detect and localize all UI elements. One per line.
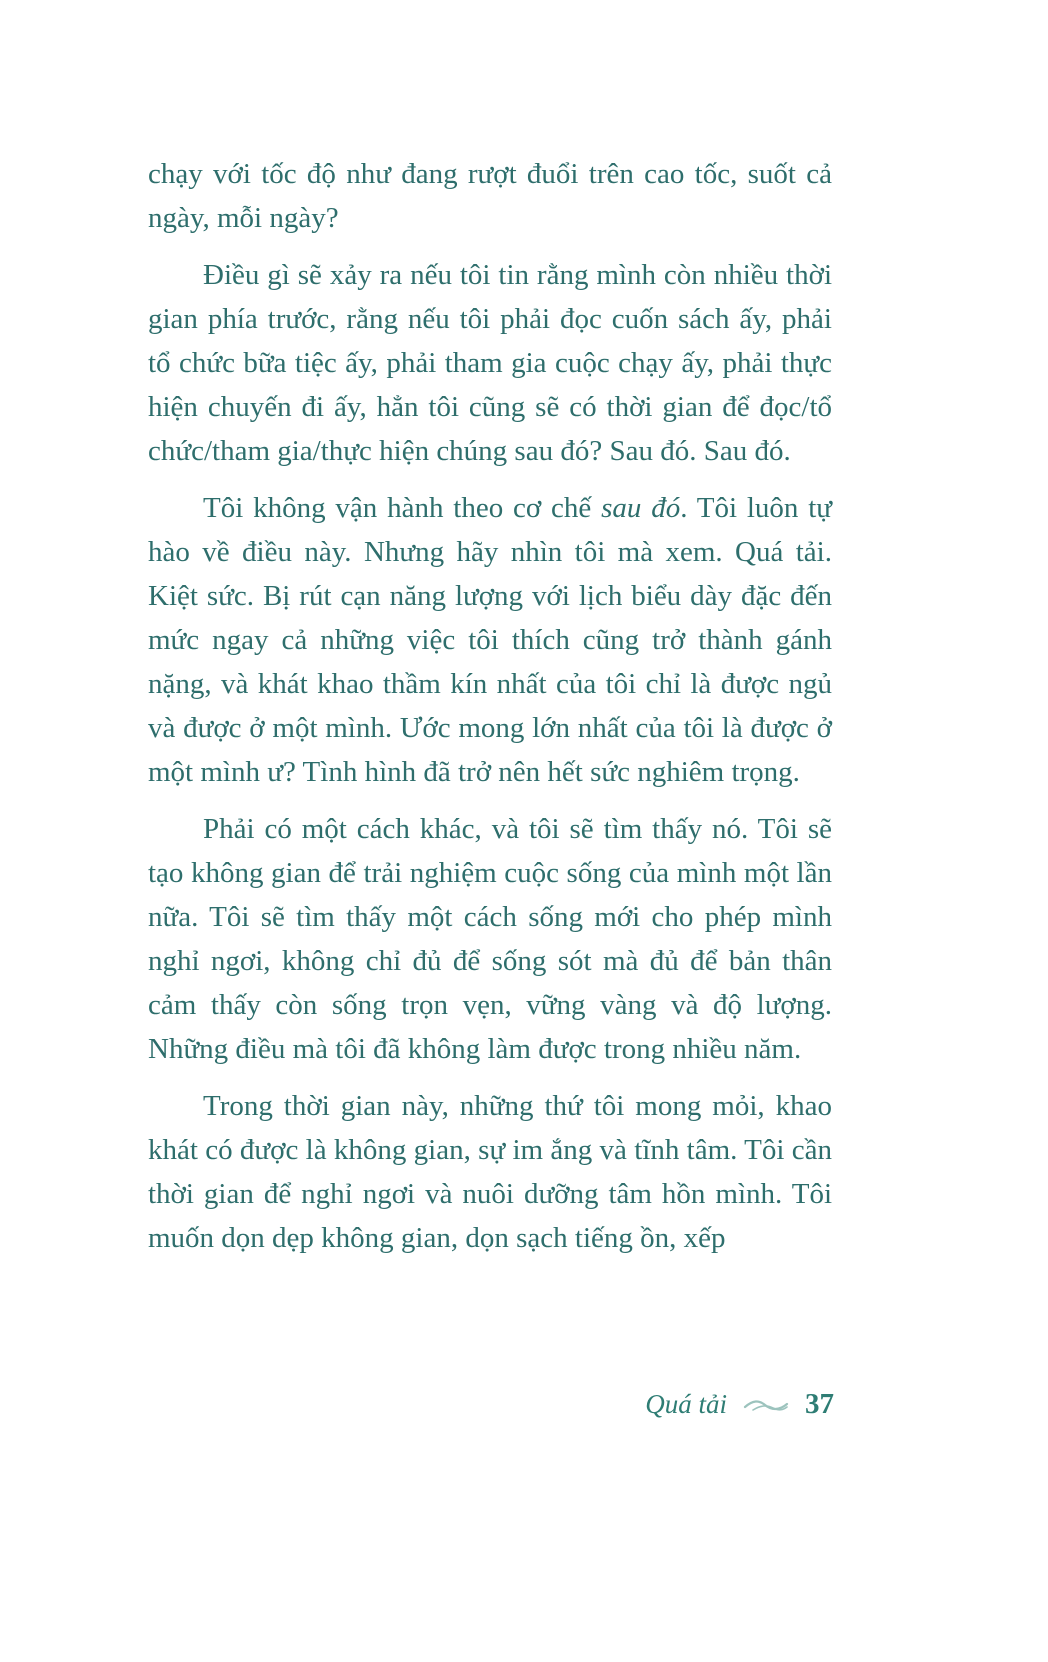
- body-text: [148, 152, 832, 1273]
- paragraph-3-segment: Tôi không vận hành theo cơ chế: [203, 492, 602, 524]
- page-footer: [645, 1388, 834, 1421]
- paragraph-3-segment: . Tôi luôn tự hào về điều này. Nhưng hãy nhìn tôi mà xem. Quá tải. Kiệt sức. Bị rút cạn năng lượng với lịch biểu dày đặc đến mức ngay cả những việc tôi thích cũng trở thành gánh nặng, và khát khao thầm kín nhất của tôi chỉ là được ngủ và được ở một mình. Ước mong lớn nhất của tôi là được ở một mình ư? Tình hình đã trở nên hết sức nghiêm trọng.: [148, 492, 832, 788]
- running-title: Quá tải: [645, 1389, 727, 1419]
- wave-ornament-icon: [743, 1396, 789, 1414]
- paragraph-5: Trong thời gian này, những thứ tôi mong mỏi, khao khát có được là không gian, sự im ắng và tĩnh tâm. Tôi cần thời gian để nghỉ ngơi và nuôi dưỡng tâm hồn mình. Tôi muốn dọn dẹp không gian, dọn sạch tiếng ồn, xếp: [148, 1090, 832, 1254]
- paragraph-2: Điều gì sẽ xảy ra nếu tôi tin rằng mình còn nhiều thời gian phía trước, rằng nếu tôi phải đọc cuốn sách ấy, phải tổ chức bữa tiệc ấy, phải tham gia cuộc chạy ấy, phải thực hiện chuyến đi ấy, hẳn tôi cũng sẽ có thời gian để đọc/tổ chức/tham gia/thực hiện chúng sau đó? Sau đó. Sau đó.: [148, 259, 832, 467]
- paragraph-4: Phải có một cách khác, và tôi sẽ tìm thấy nó. Tôi sẽ tạo không gian để trải nghiệm cuộc sống của mình một lần nữa. Tôi sẽ tìm thấy một cách sống mới cho phép mình nghỉ ngơi, không chỉ đủ để sống sót mà đủ để bản thân cảm thấy còn sống trọn vẹn, vững vàng và độ lượng. Những điều mà tôi đã không làm được trong nhiều năm.: [148, 813, 832, 1065]
- paragraph-3-italic-phrase: sau đó: [601, 492, 681, 524]
- paragraph-3: [148, 486, 832, 794]
- page-number: 37: [805, 1388, 834, 1420]
- paragraph-1: chạy với tốc độ như đang rượt đuổi trên cao tốc, suốt cả ngày, mỗi ngày?: [148, 158, 832, 234]
